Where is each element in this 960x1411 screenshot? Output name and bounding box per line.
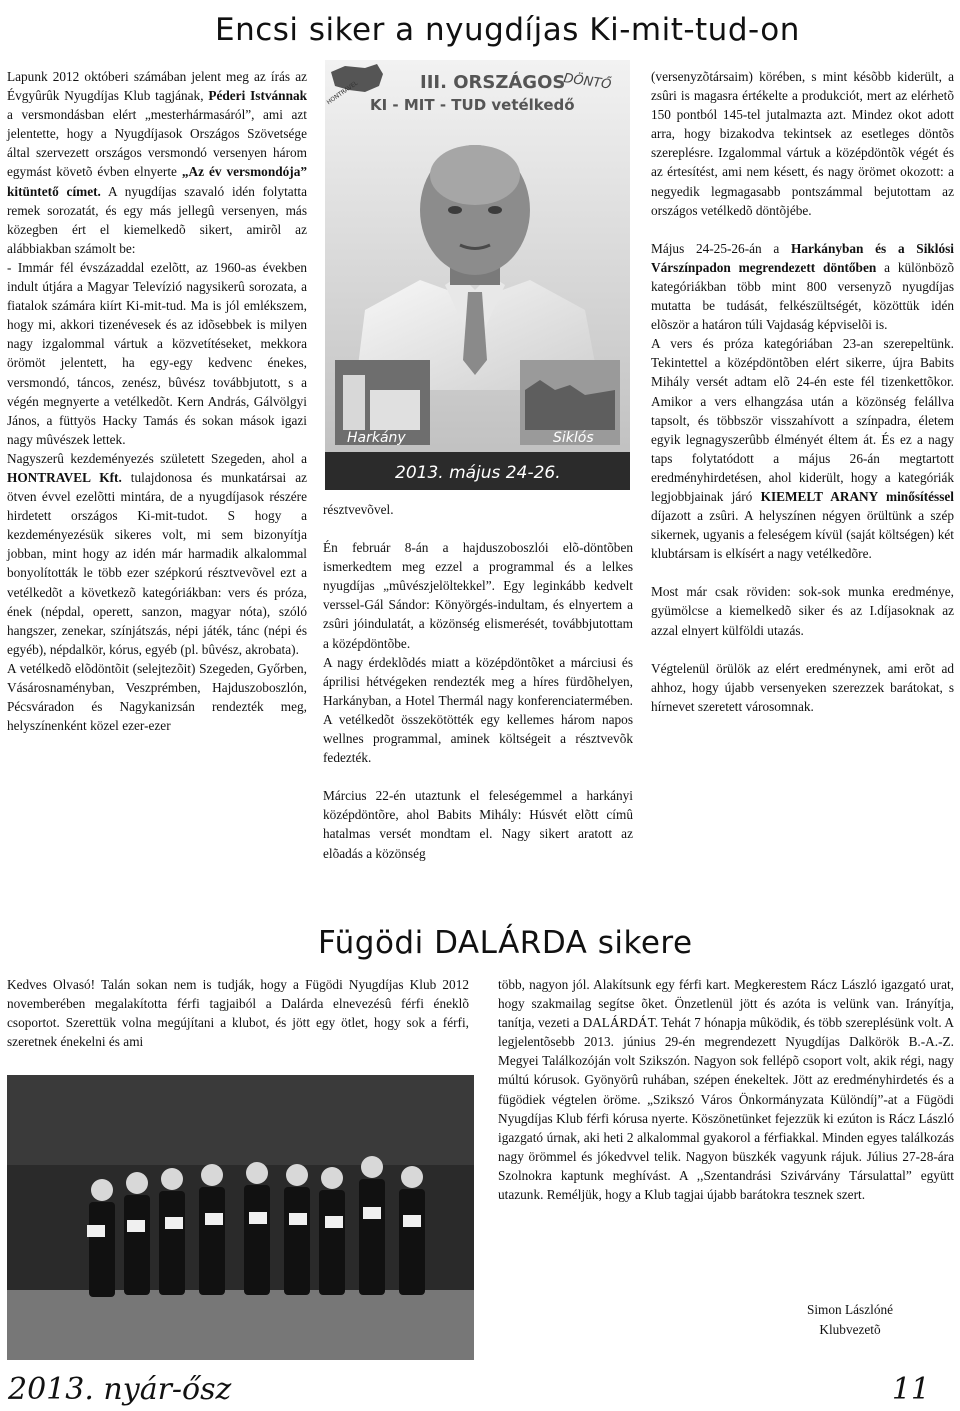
paragraph-jury: (versenyzõtársaim) körében, s mint késõbb kiderült, a zsûri is magasra értékelte a produkciót, mert az elérhetõ 150 pontból 145-tel jutalmazta azt. Mindez okot adott arra, hogy bizakodva tekintsek az esetleges döntõs szereplésre. Izgalommal vártuk a középdöntõk végét és az értesítést, ami nem késett, és nagy örömet okozott: a negyedik legmagasabb pontszámmal bejutottam az országos vetélkedõ döntõjébe. — [651, 69, 954, 218]
paragraph-semifinal-entry: Én február 8-án a hajduszoboszlói elõ-döntõben ismerkedtem meg ezzel a programmal és a lelkes nyugdíjas „mûvészjelöltekkel”. Egy leginkább kedvelt verssel-Gál Sándor: Könyörgés-indultam, és elnyertem a zsûri jóindulatát, a közönség elismerését, továbbjutottam a középdöntõbe. — [323, 540, 633, 651]
signature-name: Simon Lászlóné — [806, 1302, 894, 1317]
paragraph-qualifiers: A vetélkedõ elõdöntõit (selejtezõit) Szegeden, Győrben, Vásárosnaményban, Veszprémben, Hajduszoboszlón, Pécsváradon és Nagykanizsán rendezték meg, helyszínenként közel ezer-ezer — [7, 660, 307, 734]
paragraph-closing: Végtelenül örülök az elért eredménynek, ami erõt ad ahhoz, hogy újabb versenyeken szerezzek barátokat, s hírnevet szeretett városomnak. — [651, 660, 954, 714]
signature — [760, 1300, 940, 1340]
poster-stamp: DÖNTŐ — [562, 71, 613, 93]
article-title-fugod: Fügödi DALÁRDA sikere — [318, 925, 693, 961]
poster-logo: HONTRAVEL — [325, 79, 360, 107]
article-title-encs: Encsi siker a nyugdíjas Ki-mit-tud-on — [215, 12, 800, 48]
paragraph-hontravel: Nagyszerû kezdeményezés született Szegeden, ahol a HONTRAVEL Kft. tulajdonosa és munkatársai az ötven évvel ezelõtti mintára, de a nyugdíjasok részére hirdetett országos Ki-mit-tudot. S hogy a kezdeményezésük sikeres volt, mi sem bizonyítja jobban, mint hogy az idén már harmadik alkalommal bonyolították le több ezer szépkorú résztvevõvel ezt a vetélkedõt a következõ kategóriákban: vers és próza, ének (népdal, operett, sanzon, magyar nóta), szóló hangszer, zenekar, színjátszás, népi játék, tánc (népi és egyéb), népdalkör, kórus, egyéb (pl. bûvész, akrobata). — [7, 450, 307, 657]
paragraph-harkany: A nagy érdeklõdés miatt a középdöntõket a márciusi és áprilisi hétvégeken rendezték meg a híres fürdõhelyen, Harkányban, a Hotel Thermál nagy konferenciatermében. A vetélkedõt összekötötték egy kellemes három napos wellnes programmal, aminek költségeit a résztvevõk fedezték. — [323, 654, 633, 766]
poster-date: 2013. május 24-26. — [395, 463, 561, 483]
poster-title-line2: KI - MIT - TUD vetélkedő — [370, 96, 575, 114]
signature-role: Klubvezetõ — [819, 1322, 881, 1337]
poster-title-line1: III. ORSZÁGOS — [420, 72, 566, 93]
page-number: 11 — [891, 1372, 930, 1407]
poster-photo — [325, 60, 630, 490]
paragraph-participants: résztvevõvel. — [323, 502, 394, 517]
paragraph-summary: Most már csak röviden: sok-sok munka eredménye, gyümölcse a kiemelkedõ siker és az I.díjasoknak az azzal elnyert külföldi utazás. — [651, 584, 954, 638]
paragraph-result: A vers és próza kategóriában 23-an szerepeltünk. Tekintettel a középdöntõben elért sikerre, újra Babits Mihály versét adtam elõ 24-én este fél tizenkettõkor. Amikor a vers elhangzása után a közönség felállva tapsolt, és többször visszahívott a színpadra, életem egyik legnagyszerûbb élményét éltem át. És ez a nagy taps folytatódott a május 26-án megtartott eredményhirdetésen, ahol kiderült, hogy a kategóriák legjobbjainak járó KIEMELT ARANY minősítéssel díjazott a zsûri. A helyszínen négyen örültünk a szép sikernek, ugyanis a feleségem kívül (saját költségen) két klubtársam is elkísért a nagy vetélkedõre. — [651, 336, 954, 562]
article-column-3 — [651, 67, 954, 716]
choir-photo — [7, 1075, 474, 1360]
paragraph-final: Május 24-25-26-án a Harkányban és a Siklósi Várszínpadon megrendezett döntőben a különbözõ kategóriákban több mint 800 versenyzõ nyugdíjas mutatta be tudását, felkészültségét, közöttük idén elõször a határon túli Vajdaság képviselõi is. — [651, 240, 955, 333]
dalarda-intro: Kedves Olvasó! Talán sokan nem is tudják, hogy a Fügödi Nyugdíjas Klub 2012 novemberében megalakította férfi tagjaiból a Dalárda elnevezésû férfi éneklõ csoportot. Szerettük volna megújítani a klubot, és jött egy ötlet, hogy sok a férfi, szeretnek énekelni és ami — [7, 977, 469, 1050]
article-column-2 — [323, 500, 633, 863]
paragraph-march: Március 22-én utaztunk el feleségemmel a harkányi középdöntõre, ahol Babits Mihály: Húsvét elõtt címû hatalmas versét mondtam el. Nagy sikert aratott az elõadás a közönség — [323, 788, 633, 861]
paragraph-history: - Immár fél évszázaddal ezelõtt, az 1960-as években indult útjára a Magyar Televízió nagysikerû sorozata, a fiatalok számára kiírt Ki-mit-tud. Ma is jól emlékszem, hogy mi, akkori tizenévesek és az idõsebbek is milyen nagy izgalommal vártuk a közvetítéseket, mekkora örömöt jelentett, ha egy-egy kedvenc énekes, versmondó, táncos, zenész, bûvész továbbjutott, s a végén megnyerte a vetélkedõt. Kern András, Gálvölgyi János, a füttyös Hacky Tamás és sokan mások igazi nagy mûvészek lettek. — [7, 259, 307, 447]
article-column-1 — [7, 67, 307, 735]
poster-place-siklos: Siklós — [553, 430, 594, 446]
paragraph-intro: Lapunk 2012 októberi számában jelent meg az írás az Évgyûrûk Nyugdíjas Klub tagjának, Péderi Istvánnak a versmondásban elért „mesterhármasáról”, ami azt jelentette, hogy a Nyugdíjasok Országos Szövetsége által szervezett országos versmondó versenyen három egymást követõ évben elnyerte „Az év versmondója” kitüntető címet. A nyugdíjas szavaló idén folytatta remek sorozatát, és egy más jellegû versenyen, más közegben ért el kiemelkedõ sikert, amirõl az alábbiakban számolt be: — [7, 69, 308, 256]
poster-place-harkany: Harkány — [347, 430, 406, 446]
footer-issue: 2013. nyár-ősz — [8, 1372, 232, 1407]
dalarda-story: több, nagyon jól. Alakítsunk egy férfi kart. Megkerestem Rácz László igazgató urat, hogy szakmailag segítse õket. Önzetlenül jött és azóta is velünk van. Irányítja, tanítja, vezeti a DALÁRDÁT. Tehát 7 hónapja mûködik, és több szereplésünk volt. A legjelentõsebb 2013. június 29-én megrendezett Nyugdíjas Dalkörök B.-A.-Z. Megyei Találkozóján volt Szikszón. Nagyon sok fellépõ csoport volt, akik régi, nagy múltú kórusok. Gyönyörû ruhában, szépen énekeltek. Jött az eredményhirdetés és a fügödiek végtelen öröme. „Szikszó Város Önkormányzata Különdíj”-at a Fügödi Nyugdíjas Klub férfi kórusa nyerte. Köszönetünket fejezzük ki ezúton is Rácz László igazgató úrnak, aki heti 2 alkalommal gyakorol a férfiakkal. Minden egyes találkozás nagy örömmel és jókedvvel telik. Nagyon büszkék vagyunk rájuk. Július 27-28-ára Szolnokra kaptunk meghívást. A ,,Szentandrási Szivárvány Társulattal” együtt utazunk. Reméljük, hogy a Klub tagjai újabb barátokra tesznek szert. — [498, 977, 954, 1203]
